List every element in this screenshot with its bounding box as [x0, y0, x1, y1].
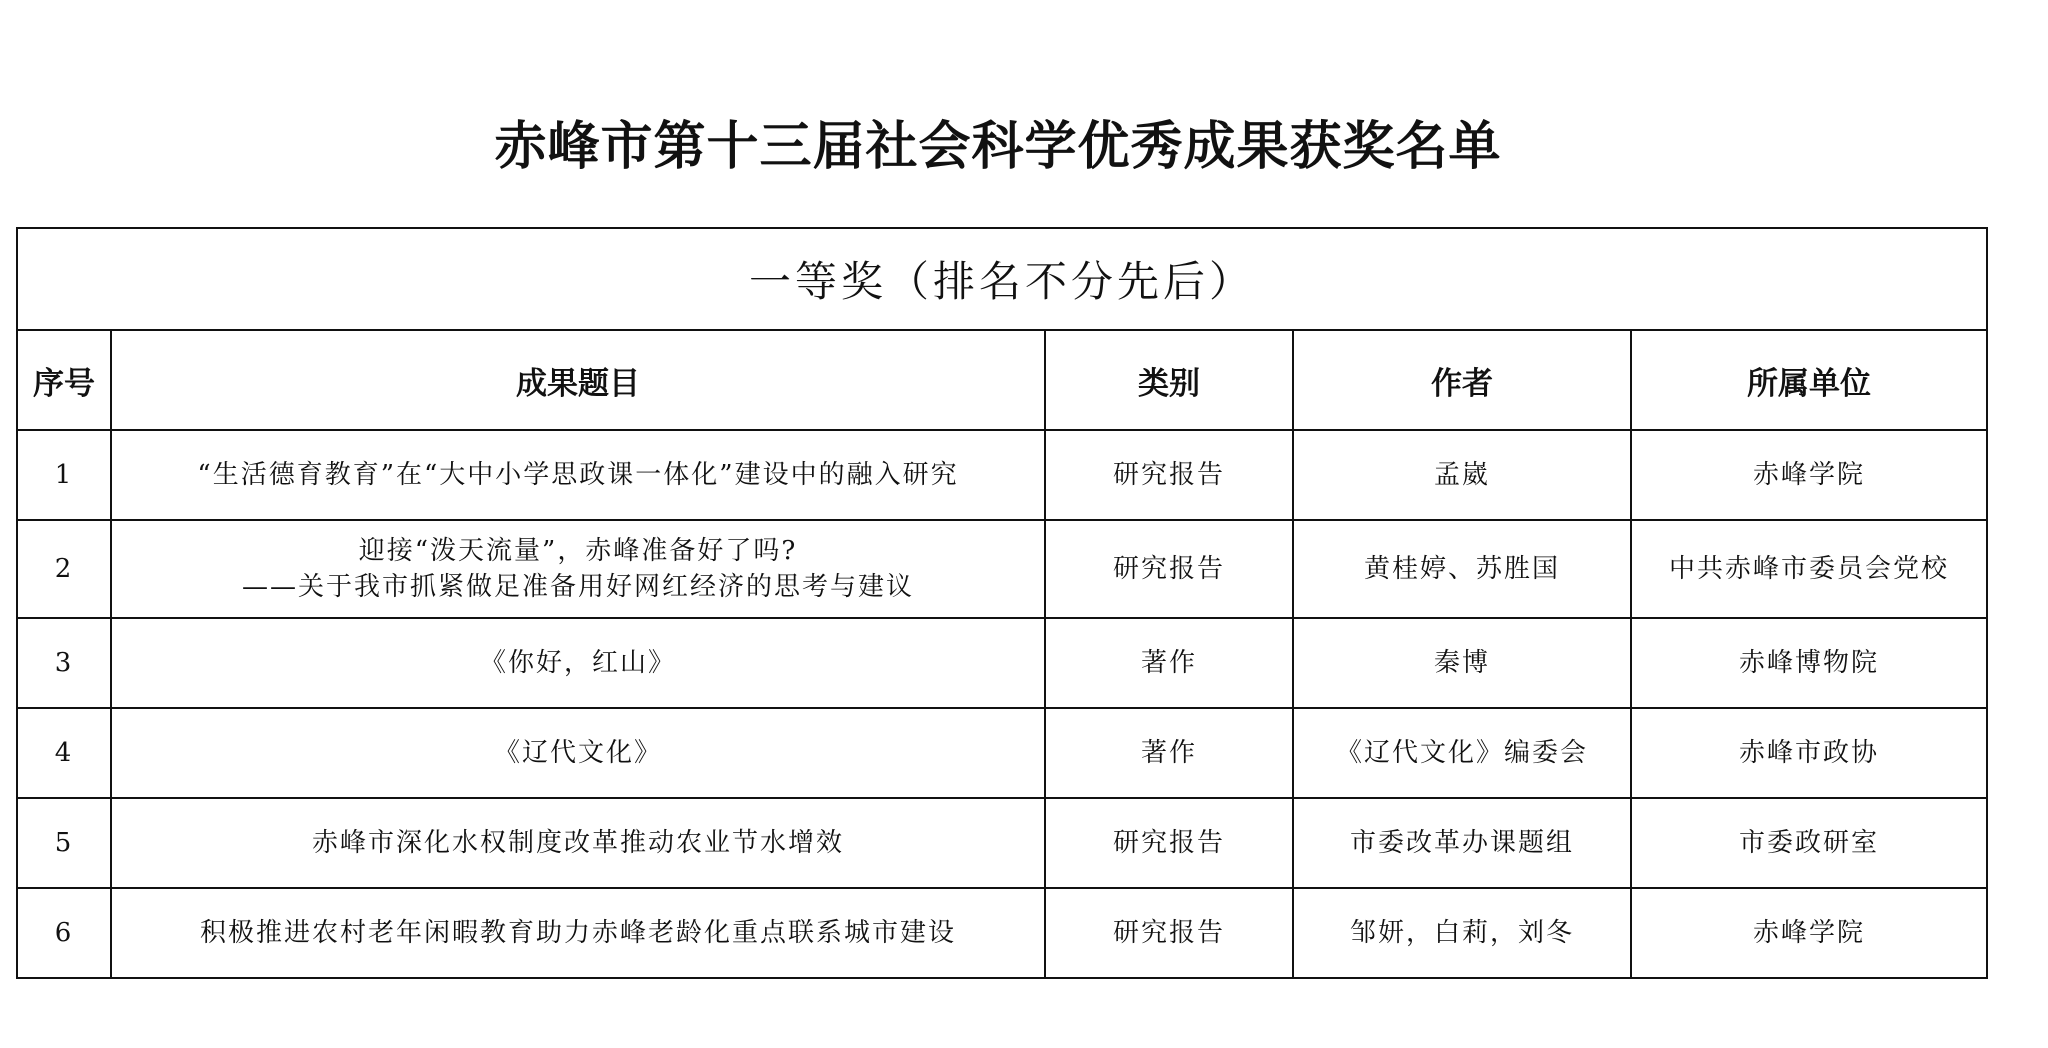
cell-unit: 赤峰市政协	[1631, 708, 1987, 798]
cell-subject	[111, 888, 1045, 978]
table-row	[17, 430, 1987, 520]
cell-subject	[111, 618, 1045, 708]
cell-author: 邹妍，白莉，刘冬	[1293, 888, 1631, 978]
header-author: 作者	[1293, 330, 1631, 430]
cell-no: 1	[17, 430, 111, 520]
header-no: 序号	[17, 330, 111, 430]
header-row	[17, 330, 1987, 430]
cell-subject	[111, 520, 1045, 618]
cell-author: 市委改革办课题组	[1293, 798, 1631, 888]
cell-unit: 赤峰学院	[1631, 430, 1987, 520]
awards-table	[16, 227, 1988, 979]
cell-category: 研究报告	[1045, 798, 1293, 888]
table-row	[17, 708, 1987, 798]
subject-line: 《辽代文化》	[493, 738, 662, 768]
cell-unit: 赤峰博物院	[1631, 618, 1987, 708]
header-unit: 所属单位	[1631, 330, 1987, 430]
header-subject: 成果题目	[111, 330, 1045, 430]
subject-line: “生活德育教育”在“大中小学思政课一体化”建设中的融入研究	[197, 460, 959, 490]
section-title: 一等奖（排名不分先后）	[17, 228, 1987, 330]
subject-line: 积极推进农村老年闲暇教育助力赤峰老龄化重点联系城市建设	[199, 918, 956, 948]
cell-no: 5	[17, 798, 111, 888]
cell-category: 研究报告	[1045, 520, 1293, 618]
page-title: 赤峰市第十三届社会科学优秀成果获奖名单	[494, 116, 1502, 177]
subject-line: 《你好，红山》	[479, 648, 676, 678]
cell-unit: 赤峰学院	[1631, 888, 1987, 978]
cell-author: 黄桂婷、苏胜国	[1293, 520, 1631, 618]
cell-author: 秦博	[1293, 618, 1631, 708]
table-row	[17, 618, 1987, 708]
table-row	[17, 520, 1987, 618]
cell-category: 著作	[1045, 708, 1293, 798]
cell-no: 3	[17, 618, 111, 708]
section-title-row	[17, 228, 1987, 330]
subject-subtitle-line: ——关于我市抓紧做足准备用好网红经济的思考与建议	[241, 572, 914, 602]
cell-unit: 中共赤峰市委员会党校	[1631, 520, 1987, 618]
table-row	[17, 798, 1987, 888]
cell-no: 6	[17, 888, 111, 978]
table-row	[17, 888, 1987, 978]
cell-subject	[111, 430, 1045, 520]
cell-author: 《辽代文化》编委会	[1293, 708, 1631, 798]
header-category: 类别	[1045, 330, 1293, 430]
cell-category: 研究报告	[1045, 430, 1293, 520]
cell-category: 研究报告	[1045, 888, 1293, 978]
cell-author: 孟崴	[1293, 430, 1631, 520]
cell-no: 4	[17, 708, 111, 798]
subject-line: 赤峰市深化水权制度改革推动农业节水增效	[311, 828, 844, 858]
cell-category: 著作	[1045, 618, 1293, 708]
cell-no: 2	[17, 520, 111, 618]
cell-unit: 市委政研室	[1631, 798, 1987, 888]
cell-subject	[111, 798, 1045, 888]
cell-subject	[111, 708, 1045, 798]
subject-line: 迎接“泼天流量”，赤峰准备好了吗?	[358, 536, 798, 566]
